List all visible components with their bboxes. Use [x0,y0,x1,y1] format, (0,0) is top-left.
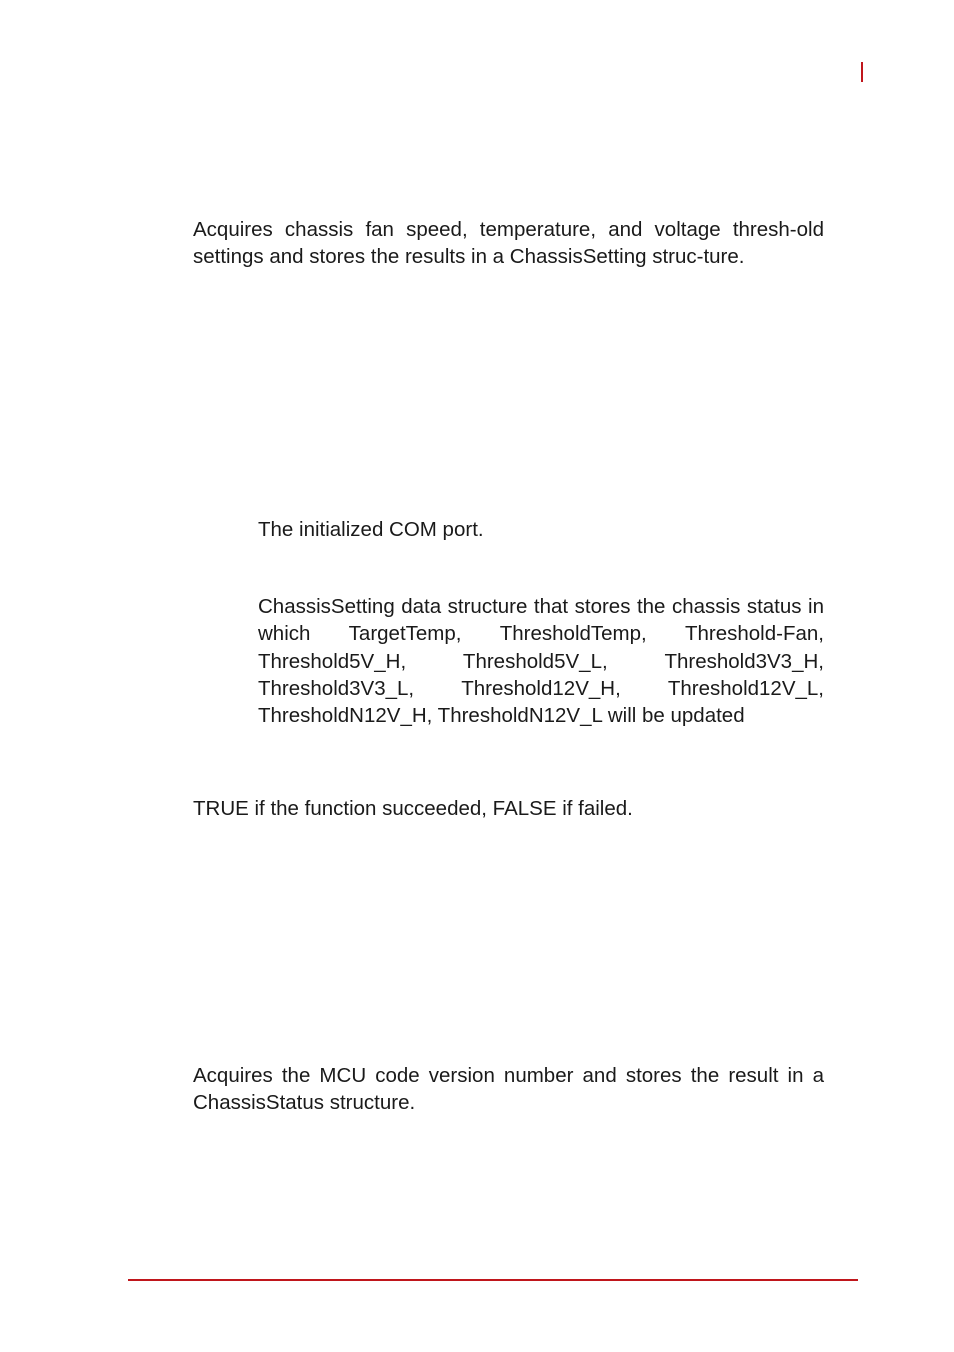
param-port-description: The initialized COM port. [258,518,484,541]
header-accent-mark [861,62,863,82]
mcu-version-description: Acquires the MCU code version number and stores the result in a ChassisStatus structure. [193,1064,824,1115]
param-setting-description: ChassisSetting data structure that stores the chassis status in which TargetTemp, ThresholdTemp, Threshold-Fan, Threshold5V_H, Threshold5V_L, Threshold3V3_H, Threshold3V3_L, Threshold12V_H, Threshold12V_L, ThresholdN12V_H, ThresholdN12V_L will be updated [258,595,824,728]
chassis-setting-description: Acquires chassis fan speed, temperature, and voltage thresh-old settings and stores the results in a ChassisSetting struc-ture. [193,218,824,269]
return-value-description: TRUE if the function succeeded, FALSE if failed. [193,797,633,820]
footer-rule [128,1279,858,1281]
